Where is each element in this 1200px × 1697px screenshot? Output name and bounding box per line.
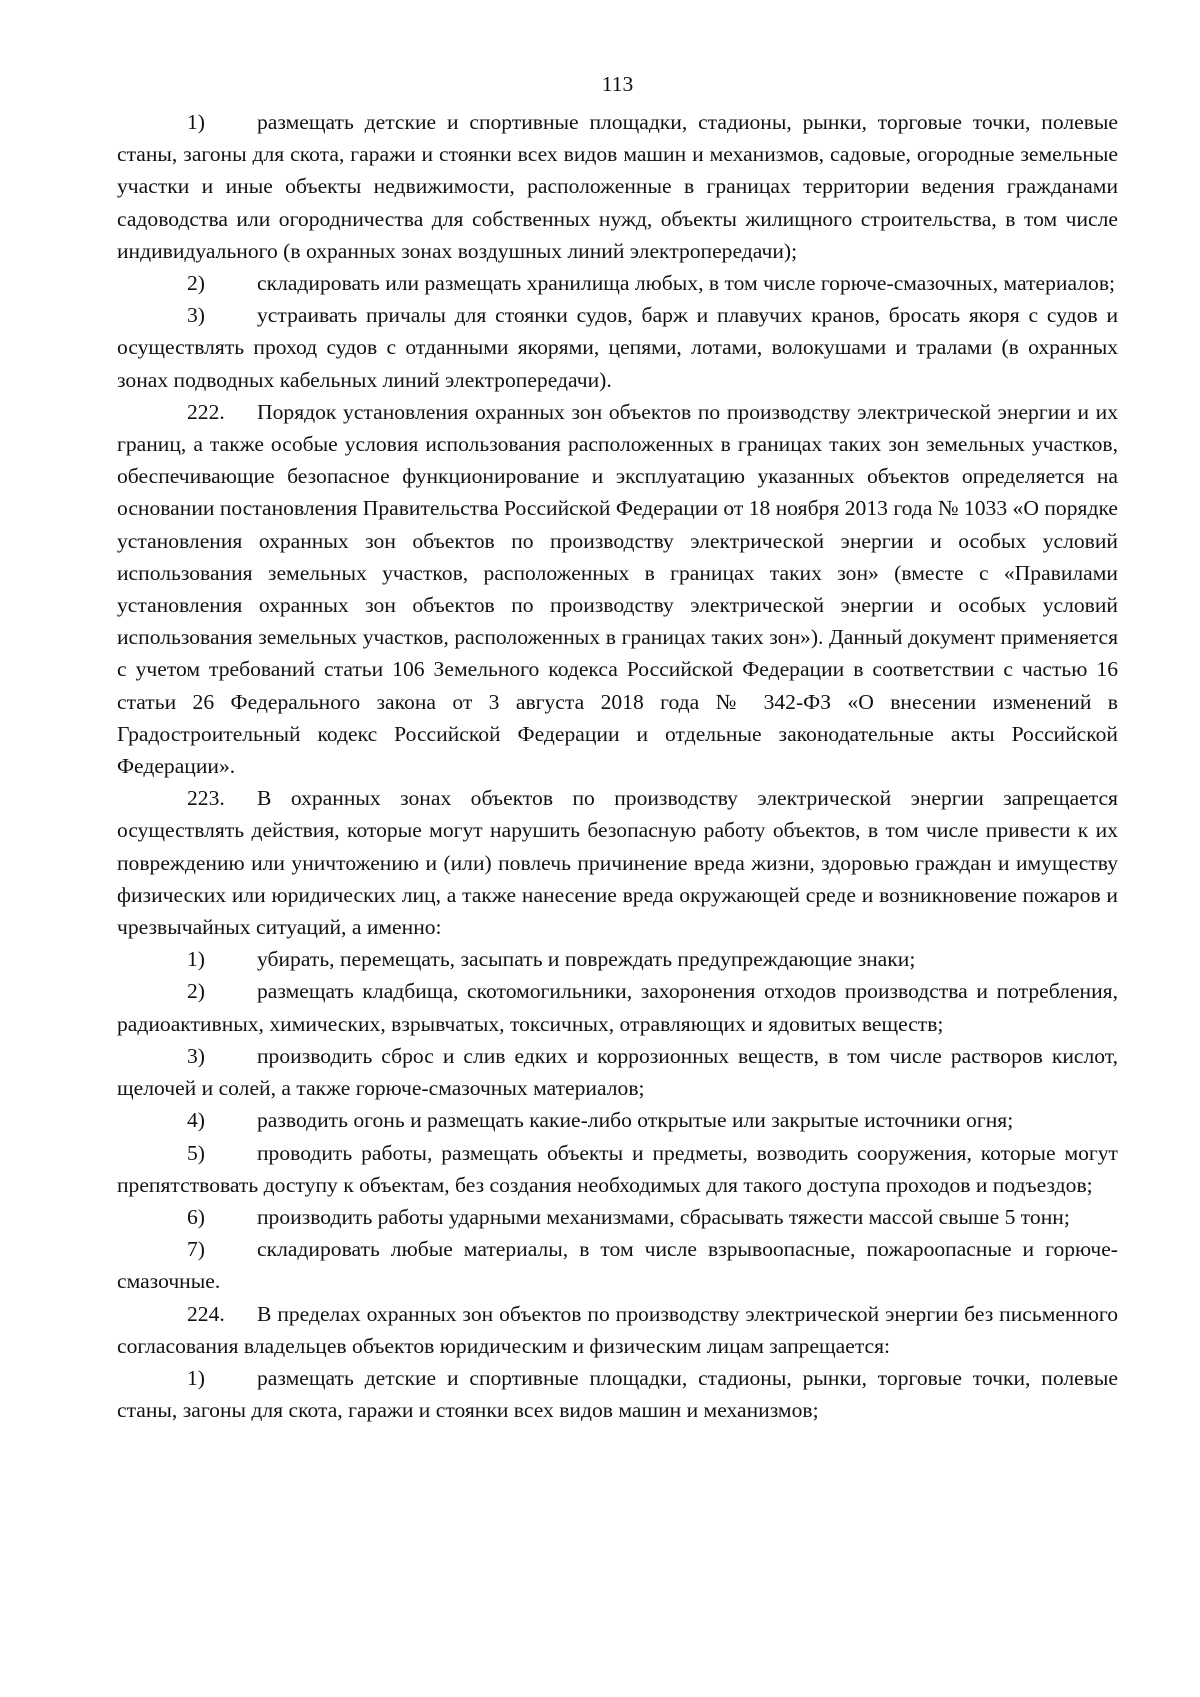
paragraph-text: размещать детские и спортивные площадки, стадионы, рынки, торговые точки, полевые станы, загоны для скота, гаражи и стоянки всех видов машин и механизмов, садовые, огородные земельные участки и иные объекты недвижимости, расположенные в границах территории ведения гражданами садоводства или огородничества для собственных нужд, объекты жилищного строительства, в том числе индивидуального (в охранных зонах воздушных линий электропередачи);: [117, 110, 1118, 263]
paragraph-text: В пределах охранных зон объектов по производству электрической энергии без письменного согласования владельцев объектов юридическим и физическим лицам запрещается:: [117, 1301, 1118, 1358]
paragraph: [117, 299, 1118, 396]
paragraph-number: 5): [187, 1140, 205, 1165]
paragraph: [117, 1040, 1118, 1104]
paragraph-number: 6): [187, 1204, 205, 1229]
paragraph-text: складировать любые материалы, в том числе взрывоопасные, пожароопасные и горюче-смазочные.: [117, 1237, 1118, 1294]
paragraph-text: производить сброс и слив едких и коррозионных веществ, в том числе растворов кислот, щелочей и солей, а также горюче-смазочных материалов;: [117, 1043, 1118, 1101]
paragraph-text: складировать или размещать хранилища любых, в том числе горюче-смазочных, материалов;: [257, 271, 1116, 296]
paragraph-text: Порядок установления охранных зон объектов по производству электрической энергии и их границ, а также особые условия использования расположенных в границах таких зон земельных участков, обеспечивающие безопасное функционирование и эксплуатацию указанных объектов определяется на основании постановления Правительства Российской Федерации от 18 ноября 2013 года № 1033 «О порядке установления охранных зон объектов по производству электрической энергии и особых условий использования земельных участков, расположенных в границах таких зон» (вместе с «Правилами установления охранных зон объектов по производству электрической энергии и особых условий использования земельных участков, расположенных в границах таких зон»). Данный документ применяется с учетом требований статьи 106 Земельного кодекса Российской Федерации в соответствии с частью 16 статьи 26 Федерального закона от 3 августа 2018 года № 342-ФЗ «О внесении изменений в Градостроительный кодекс Российской Федерации и отдельные законодательные акты Российской Федерации».: [117, 399, 1118, 779]
paragraph: [117, 782, 1118, 943]
paragraph-number: 7): [187, 1237, 205, 1262]
paragraph: [117, 975, 1118, 1039]
paragraph-number: 3): [187, 1043, 205, 1068]
paragraph: [117, 943, 1118, 975]
paragraph-number: 1): [187, 110, 205, 134]
paragraph: [117, 106, 1118, 267]
paragraph-number: 222.: [187, 399, 225, 424]
paragraph: [117, 267, 1118, 299]
paragraph: [117, 1298, 1118, 1362]
paragraph-number: 2): [187, 271, 205, 296]
paragraph: [117, 1233, 1118, 1297]
paragraph-number: 223.: [187, 786, 225, 811]
paragraph-text: разводить огонь и размещать какие-либо открытые или закрытые источники огня;: [257, 1108, 1014, 1133]
paragraph-text: производить работы ударными механизмами, сбрасывать тяжести массой свыше 5 тонн;: [257, 1204, 1070, 1229]
paragraph-number: 224.: [187, 1301, 225, 1326]
paragraph-number: 3): [187, 303, 205, 328]
paragraph: [117, 396, 1118, 782]
paragraph: [117, 1362, 1118, 1426]
paragraph: [117, 1201, 1118, 1233]
page-number: 113: [601, 72, 634, 96]
paragraph-text: размещать детские и спортивные площадки, стадионы, рынки, торговые точки, полевые станы, загоны для скота, гаражи и стоянки всех видов машин и механизмов;: [117, 1365, 1118, 1423]
paragraph-number: 1): [187, 947, 205, 972]
paragraph: [117, 1104, 1118, 1136]
paragraph-number: 1): [187, 1365, 205, 1390]
paragraph-number: 2): [187, 979, 205, 1004]
paragraph-text: размещать кладбища, скотомогильники, захоронения отходов производства и потребления, радиоактивных, химических, взрывчатых, токсичных, отравляющих и ядовитых веществ;: [117, 979, 1118, 1036]
paragraph-text: В охранных зонах объектов по производству электрической энергии запрещается осуществлять действия, которые могут нарушить безопасную работу объектов, в том числе привести к их повреждению или уничтожению и (или) повлечь причинение вреда жизни, здоровью граждан и имуществу физических или юридических лиц, а также нанесение вреда окружающей среде и возникновение пожаров и чрезвычайных ситуаций, а именно:: [117, 786, 1118, 940]
paragraph: [117, 1137, 1118, 1201]
paragraph-number: 4): [187, 1108, 205, 1133]
paragraph-text: убирать, перемещать, засыпать и повреждать предупреждающие знаки;: [257, 947, 916, 972]
paragraph-text: устраивать причалы для стоянки судов, барж и плавучих кранов, бросать якоря с судов и осуществлять проход судов с отданными якорями, цепями, лотами, волокушами и тралами (в охранных зонах подводных кабельных линий электропередачи).: [117, 303, 1118, 392]
document-body: [117, 106, 1118, 1426]
paragraph-text: проводить работы, размещать объекты и предметы, возводить сооружения, которые могут препятствовать доступу к объектам, без создания необходимых для такого доступа проходов и подъездов;: [117, 1140, 1118, 1197]
